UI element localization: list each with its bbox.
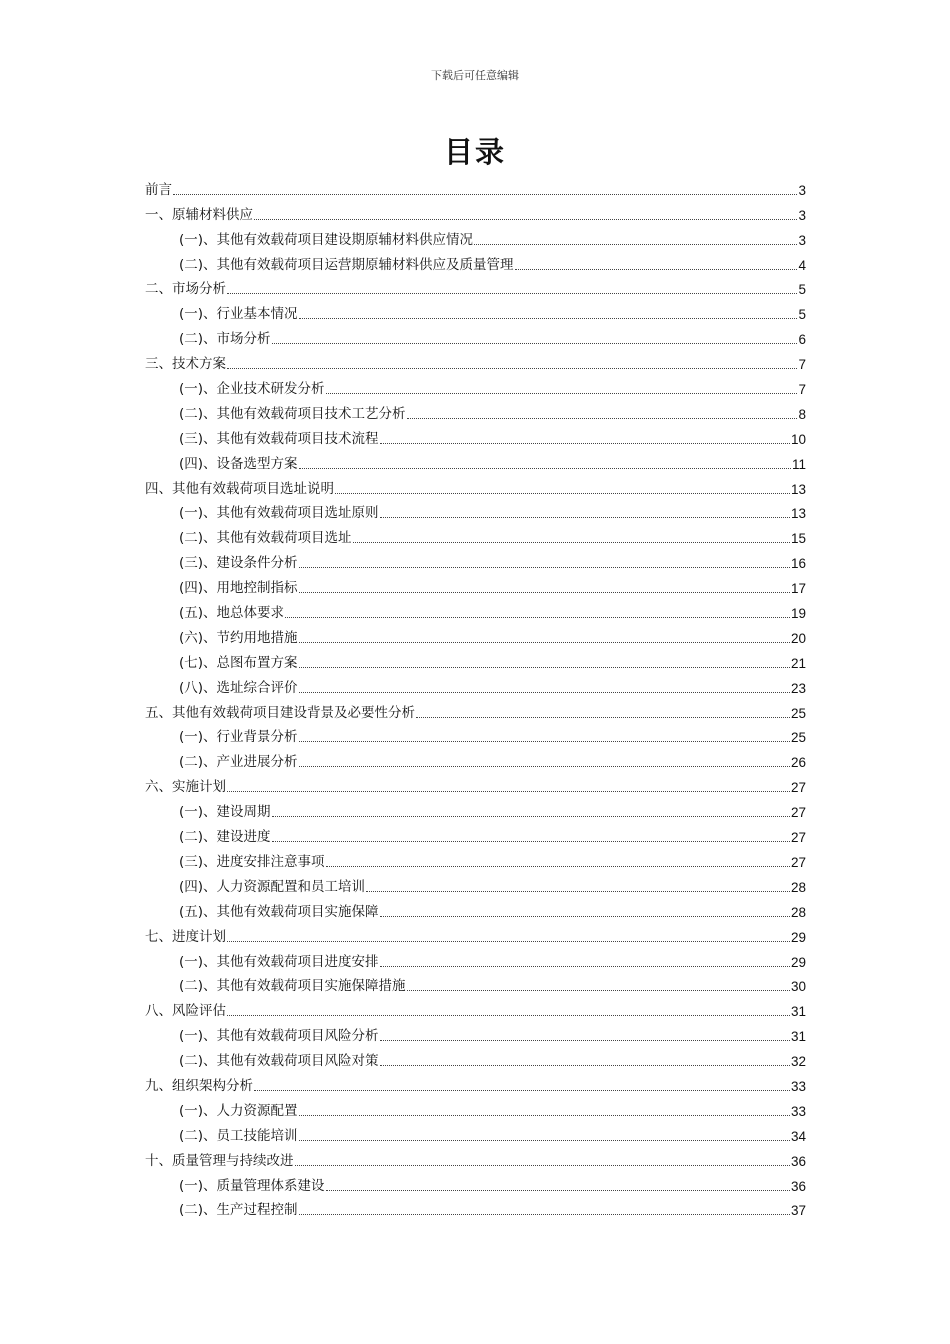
- toc-page-number: 27: [790, 830, 806, 846]
- toc-page-number: 29: [790, 929, 806, 945]
- toc-entry-title: (七)、总图布置方案: [179, 654, 298, 671]
- toc-page-number: 27: [790, 780, 806, 796]
- toc-entry[interactable]: [145, 873, 806, 898]
- toc-entry-title: (三)、其他有效载荷项目技术流程: [179, 430, 379, 447]
- toc-dot-leader: [254, 219, 797, 220]
- toc-entry[interactable]: [145, 574, 806, 599]
- toc-entry[interactable]: [145, 300, 806, 325]
- toc-dot-leader: [285, 617, 790, 618]
- toc-entry-title: 五、其他有效载荷项目建设背景及必要性分析: [145, 704, 415, 721]
- toc-page-number: 28: [790, 904, 806, 920]
- toc-dot-leader: [272, 343, 798, 344]
- toc-dot-leader: [326, 866, 790, 867]
- toc-entry[interactable]: [145, 973, 806, 998]
- toc-entry[interactable]: [145, 524, 806, 549]
- toc-page-number: 10: [790, 431, 806, 447]
- toc-page-number: 27: [790, 805, 806, 821]
- toc-page-number: 25: [790, 705, 806, 721]
- toc-page-number: 36: [790, 1178, 806, 1194]
- toc-dot-leader: [407, 418, 798, 419]
- toc-dot-leader: [299, 1214, 790, 1215]
- toc-page-number: 26: [790, 755, 806, 771]
- toc-entry[interactable]: [145, 549, 806, 574]
- toc-entry-title: (一)、人力资源配置: [179, 1102, 298, 1119]
- toc-entry-title: (四)、人力资源配置和员工培训: [179, 878, 366, 895]
- toc-entry[interactable]: [145, 251, 806, 276]
- toc-dot-leader: [380, 966, 790, 967]
- toc-entry-title: (一)、其他有效载荷项目建设期原辅材料供应情况: [179, 231, 474, 248]
- toc-entry[interactable]: [145, 350, 806, 375]
- toc-entry[interactable]: [145, 1022, 806, 1047]
- toc-page-number: 20: [790, 630, 806, 646]
- toc-entry-title: (一)、建设周期: [179, 804, 271, 821]
- toc-dot-leader: [380, 1065, 790, 1066]
- toc-entry-title: 十、质量管理与持续改进: [145, 1152, 294, 1169]
- toc-entry[interactable]: [145, 1047, 806, 1072]
- toc-entry[interactable]: [145, 201, 806, 226]
- toc-page-number: 31: [790, 1004, 806, 1020]
- toc-entry-title: (四)、设备选型方案: [179, 455, 298, 472]
- toc-entry[interactable]: [145, 500, 806, 525]
- toc-entry[interactable]: [145, 649, 806, 674]
- toc-dot-leader: [254, 1090, 790, 1091]
- toc-entry[interactable]: [145, 450, 806, 475]
- toc-page-number: 15: [790, 531, 806, 547]
- toc-page-number: 5: [798, 307, 806, 323]
- toc-dot-leader: [299, 567, 790, 568]
- toc-entry[interactable]: [145, 475, 806, 500]
- toc-entry-title: (一)、企业技术研发分析: [179, 381, 325, 398]
- toc-dot-leader: [380, 1040, 790, 1041]
- toc-page-number: 8: [798, 406, 806, 422]
- toc-entry[interactable]: [145, 624, 806, 649]
- toc-entry[interactable]: [145, 798, 806, 823]
- toc-page-number: 33: [790, 1078, 806, 1094]
- toc-page-number: 31: [790, 1029, 806, 1045]
- toc-page-number: 3: [798, 232, 806, 248]
- toc-entry-title: (六)、节约用地措施: [179, 629, 298, 646]
- toc-entry-title: (三)、建设条件分析: [179, 555, 298, 572]
- toc-entry[interactable]: [145, 375, 806, 400]
- toc-page-number: 19: [790, 606, 806, 622]
- toc-page-number: 25: [790, 730, 806, 746]
- table-of-contents: [145, 176, 806, 1221]
- toc-entry[interactable]: [145, 425, 806, 450]
- toc-page-number: 34: [790, 1128, 806, 1144]
- toc-page-number: 33: [790, 1103, 806, 1119]
- toc-page-number: 7: [798, 357, 806, 373]
- toc-entry[interactable]: [145, 276, 806, 301]
- toc-dot-leader: [366, 891, 790, 892]
- toc-entry-title: (二)、其他有效载荷项目运营期原辅材料供应及质量管理: [179, 256, 514, 273]
- toc-dot-leader: [227, 1015, 790, 1016]
- toc-entry-title: (二)、员工技能培训: [179, 1127, 298, 1144]
- toc-dot-leader: [299, 692, 790, 693]
- toc-dot-leader: [299, 592, 790, 593]
- toc-entry-title: (一)、其他有效载荷项目选址原则: [179, 505, 379, 522]
- toc-entry-title: (五)、地总体要求: [179, 605, 285, 622]
- toc-entry-title: 九、组织架构分析: [145, 1077, 253, 1094]
- toc-entry-title: (三)、进度安排注意事项: [179, 853, 325, 870]
- toc-entry[interactable]: [145, 1097, 806, 1122]
- toc-page-number: 3: [798, 207, 806, 223]
- toc-dot-leader: [227, 941, 790, 942]
- toc-dot-leader: [335, 493, 790, 494]
- toc-page-number: 17: [790, 581, 806, 597]
- toc-dot-leader: [299, 1115, 790, 1116]
- toc-page-number: 36: [790, 1153, 806, 1169]
- toc-entry-title: (二)、其他有效载荷项目技术工艺分析: [179, 405, 406, 422]
- toc-entry-title: (二)、市场分析: [179, 331, 271, 348]
- toc-entry[interactable]: [145, 773, 806, 798]
- toc-entry[interactable]: [145, 1147, 806, 1172]
- toc-page-number: 7: [798, 382, 806, 398]
- toc-entry[interactable]: [145, 1197, 806, 1222]
- toc-entry[interactable]: [145, 599, 806, 624]
- toc-entry-title: 八、风险评估: [145, 1003, 226, 1020]
- toc-dot-leader: [474, 244, 797, 245]
- toc-dot-leader: [299, 667, 790, 668]
- toc-entry-title: (二)、其他有效载荷项目选址: [179, 530, 352, 547]
- toc-page-number: 11: [791, 456, 806, 472]
- toc-dot-leader: [227, 368, 797, 369]
- toc-entry-title: (一)、其他有效载荷项目进度安排: [179, 953, 379, 970]
- toc-page-number: 21: [790, 655, 806, 671]
- toc-page-number: 27: [790, 854, 806, 870]
- toc-dot-leader: [299, 741, 790, 742]
- toc-page-number: 13: [790, 506, 806, 522]
- toc-dot-leader: [380, 517, 790, 518]
- toc-dot-leader: [299, 468, 791, 469]
- toc-page-number: 4: [798, 257, 806, 273]
- toc-entry-title: 四、其他有效载荷项目选址说明: [145, 480, 334, 497]
- toc-page-number: 30: [790, 979, 806, 995]
- toc-entry[interactable]: [145, 724, 806, 749]
- toc-entry-title: 二、市场分析: [145, 281, 226, 298]
- toc-entry-title: (二)、其他有效载荷项目风险对策: [179, 1053, 379, 1070]
- toc-entry[interactable]: [145, 699, 806, 724]
- toc-entry[interactable]: [145, 1172, 806, 1197]
- toc-entry[interactable]: [145, 848, 806, 873]
- toc-entry[interactable]: [145, 325, 806, 350]
- toc-dot-leader: [272, 841, 790, 842]
- toc-entry[interactable]: [145, 1122, 806, 1147]
- toc-entry-title: (一)、质量管理体系建设: [179, 1177, 325, 1194]
- toc-entry[interactable]: [145, 1072, 806, 1097]
- toc-entry-title: (二)、建设进度: [179, 829, 271, 846]
- toc-page-number: 16: [790, 556, 806, 572]
- toc-dot-leader: [353, 542, 790, 543]
- toc-dot-leader: [272, 816, 790, 817]
- toc-entry-title: (一)、行业背景分析: [179, 729, 298, 746]
- toc-page-number: 13: [790, 481, 806, 497]
- toc-entry-title: 前言: [145, 181, 172, 198]
- toc-dot-leader: [299, 1140, 790, 1141]
- toc-entry[interactable]: [145, 948, 806, 973]
- toc-dot-leader: [295, 1165, 790, 1166]
- toc-entry-title: (五)、其他有效载荷项目实施保障: [179, 903, 379, 920]
- toc-entry-title: (一)、其他有效载荷项目风险分析: [179, 1028, 379, 1045]
- page-title: 目录: [443, 135, 506, 169]
- toc-dot-leader: [173, 194, 797, 195]
- toc-entry-title: 六、实施计划: [145, 779, 226, 796]
- toc-dot-leader: [227, 293, 797, 294]
- toc-entry-title: (二)、生产过程控制: [179, 1202, 298, 1219]
- toc-dot-leader: [299, 318, 798, 319]
- toc-page-number: 3: [798, 182, 806, 198]
- toc-entry-title: (二)、其他有效载荷项目实施保障措施: [179, 978, 406, 995]
- toc-page-number: 28: [790, 879, 806, 895]
- toc-page-number: 23: [790, 680, 806, 696]
- toc-entry-title: (一)、行业基本情况: [179, 306, 298, 323]
- toc-dot-leader: [416, 717, 790, 718]
- header-note: 下载后可任意编辑: [431, 69, 519, 82]
- toc-entry[interactable]: [145, 674, 806, 699]
- toc-dot-leader: [299, 766, 790, 767]
- toc-entry[interactable]: [145, 898, 806, 923]
- toc-dot-leader: [407, 990, 790, 991]
- toc-page-number: 5: [798, 282, 806, 298]
- toc-dot-leader: [299, 642, 790, 643]
- toc-dot-leader: [326, 1190, 790, 1191]
- toc-entry-title: 七、进度计划: [145, 928, 226, 945]
- toc-dot-leader: [326, 393, 798, 394]
- toc-page-number: 29: [790, 954, 806, 970]
- toc-dot-leader: [227, 791, 790, 792]
- toc-entry-title: (八)、选址综合评价: [179, 679, 298, 696]
- toc-entry[interactable]: [145, 823, 806, 848]
- toc-entry[interactable]: [145, 997, 806, 1022]
- toc-entry-title: 三、技术方案: [145, 356, 226, 373]
- toc-page-number: 32: [790, 1054, 806, 1070]
- toc-page-number: 6: [798, 332, 806, 348]
- toc-entry-title: (四)、用地控制指标: [179, 580, 298, 597]
- toc-entry[interactable]: [145, 400, 806, 425]
- toc-dot-leader: [380, 916, 790, 917]
- toc-entry-title: 一、原辅材料供应: [145, 206, 253, 223]
- toc-dot-leader: [380, 443, 790, 444]
- toc-dot-leader: [515, 269, 798, 270]
- toc-entry[interactable]: [145, 226, 806, 251]
- toc-entry-title: (二)、产业进展分析: [179, 754, 298, 771]
- toc-entry[interactable]: [145, 176, 806, 201]
- toc-entry[interactable]: [145, 923, 806, 948]
- toc-page-number: 37: [790, 1203, 806, 1219]
- toc-entry[interactable]: [145, 748, 806, 773]
